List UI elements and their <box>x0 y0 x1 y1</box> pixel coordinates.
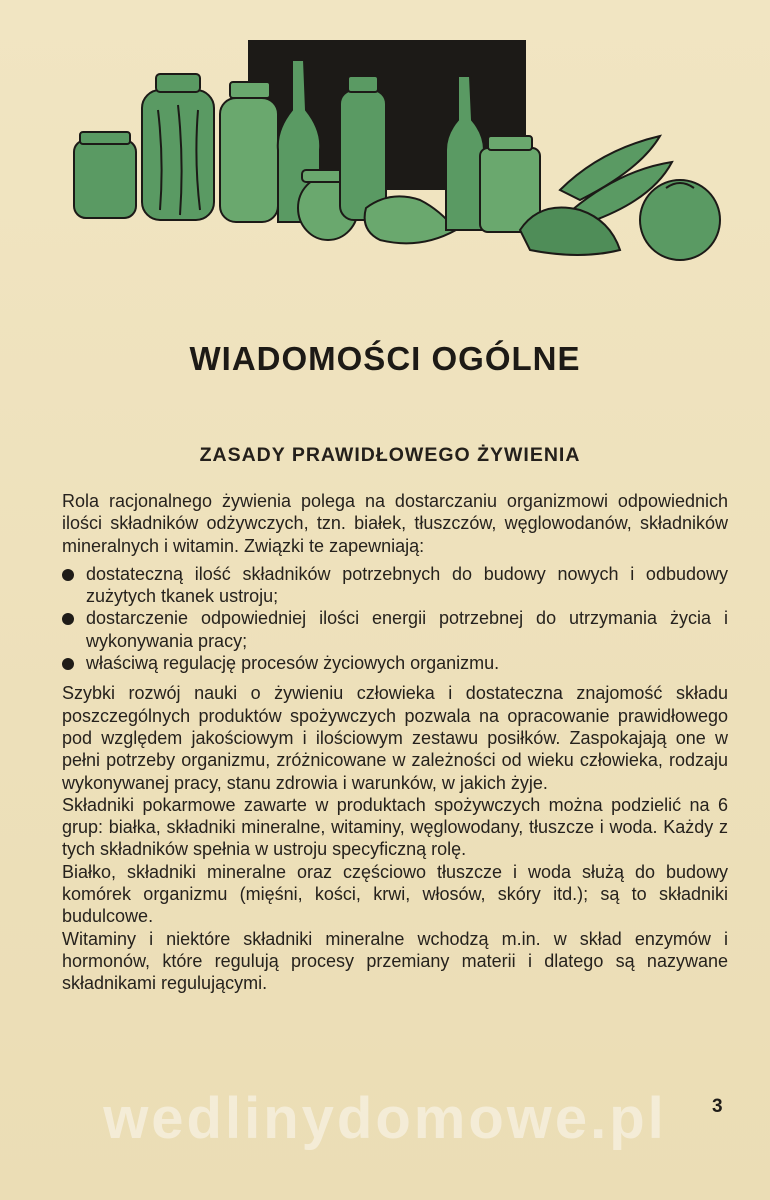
paragraph: Składniki pokarmowe zawarte w produktach spożywczych można podzielić na 6 grup: białka, składniki mineralne, witaminy, węglowodany, tłuszcze i woda. Każdy z tych składników spełnia w ustroju specyficzną rolę. <box>62 794 728 860</box>
jar-small-left <box>74 132 136 218</box>
article-body <box>62 490 728 995</box>
bullet-icon <box>62 613 74 625</box>
jar-cucumbers <box>142 74 214 220</box>
watermark: wedlinydomowe.pl <box>103 1086 667 1151</box>
list-item: dostarczenie odpowiedniej ilości energii potrzebnej do utrzymania życia i wykonywania pracy; <box>62 607 728 652</box>
intro-paragraph: Rola racjonalnego żywienia polega na dostarczaniu organizmowi odpowiednich ilości składników odżywczych, tzn. białek, tłuszczów, węglowodanów, składników mineralnych i witamin. Związki te zapewniają: <box>62 491 728 556</box>
tomato <box>640 180 720 260</box>
paragraph: Szybki rozwój nauki o żywieniu człowieka i dostateczna znajomość składu poszczególnych produktów spożywczych pozwala na opracowanie prawidłowego pod względem jakościowym i ilościowym zestawu posiłków. Zaspokajają one w pełni potrzeby organizmu, zróżnicowane w zależności od wieku człowieka, rodzaju wykonywanej pracy, stanu zdrowia i warunków, w jakich żyje. <box>62 683 728 793</box>
preserves-illustration <box>60 40 725 265</box>
page-number: 3 <box>712 1096 723 1117</box>
jar-peas <box>220 82 278 222</box>
bullet-icon <box>62 658 74 670</box>
page-title: WIADOMOŚCI OGÓLNE <box>189 340 581 377</box>
paragraph: Białko, składniki mineralne oraz częściowo tłuszcze i woda służą do budowy komórek organizmu (mięśni, kości, krwi, włosów, skóry itd.); są to składniki budulcowe. <box>62 861 728 927</box>
bullet-list <box>62 563 728 674</box>
jar-peppers <box>340 76 386 220</box>
pepper <box>365 196 456 243</box>
bullet-icon <box>62 569 74 581</box>
list-item: dostateczną ilość składników potrzebnych do budowy nowych i odbudowy zużytych tkanek ustroju; <box>62 563 728 608</box>
list-item: właściwą regulację procesów życiowych organizmu. <box>62 652 728 674</box>
paragraph: Witaminy i niektóre składniki mineralne wchodzą m.in. w skład enzymów i hormonów, które regulują procesy przemiany materii i dlatego są nazywane składnikami regulującymi. <box>62 928 728 994</box>
section-title: ZASADY PRAWIDŁOWEGO ŻYWIENIA <box>199 444 581 466</box>
